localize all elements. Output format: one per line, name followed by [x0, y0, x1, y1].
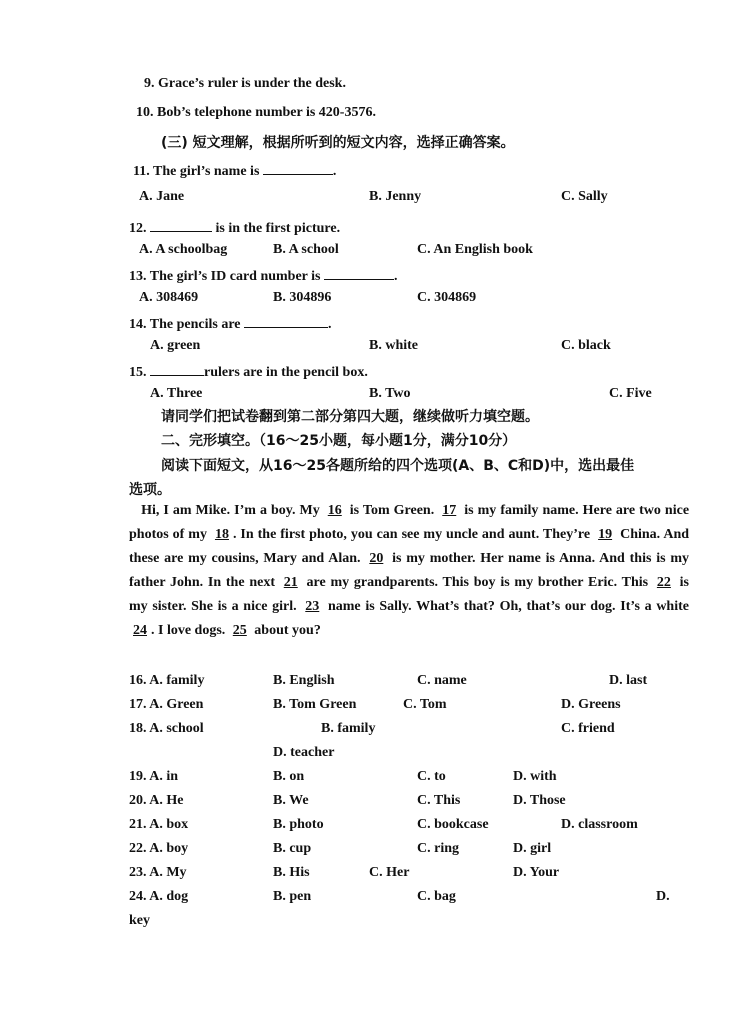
- answer-blank: [244, 313, 328, 328]
- blank-21: 21: [283, 575, 298, 590]
- blank-23: 23: [305, 599, 320, 614]
- blank-19: 19: [598, 527, 613, 542]
- q17-option-a: 17. A. Green: [129, 697, 204, 712]
- blank-22: 22: [656, 575, 671, 590]
- q16-option-b: B. English: [273, 673, 335, 688]
- q22-option-b: B. cup: [273, 841, 312, 856]
- statement-10: 10. Bob’s telephone number is 420-3576.: [136, 105, 376, 120]
- question-15-text: 15.: [129, 365, 147, 380]
- q12-option-a: A. A schoolbag: [139, 242, 228, 257]
- blank-25: 25: [232, 623, 247, 638]
- q24-option-c: C. bag: [417, 889, 456, 904]
- question-11: [133, 160, 336, 181]
- q12-option-b: B. A school: [273, 242, 339, 257]
- question-12-suffix: is in the first picture.: [212, 221, 341, 236]
- question-14: [129, 313, 332, 334]
- q13-option-a: A. 308469: [139, 290, 199, 305]
- blank-24: 24: [133, 623, 147, 638]
- answer-blank: [150, 217, 212, 232]
- q11-option-a: A. Jane: [139, 189, 185, 204]
- q13-option-b: B. 304896: [273, 290, 332, 305]
- q24-option-a: 24. A. dog: [129, 889, 189, 904]
- q19-option-a: 19. A. in: [129, 769, 179, 784]
- question-14-suffix: .: [328, 317, 332, 332]
- q17-option-d: D. Greens: [561, 697, 621, 712]
- statement-9: 9. Grace’s ruler is under the desk.: [144, 76, 346, 91]
- q24-option-b: B. pen: [273, 889, 312, 904]
- q20-option-c: C. This: [417, 793, 461, 808]
- cloze-header: 二、完形填空。（16～25小题，每小题1分，满分10分）: [161, 433, 517, 449]
- q19-option-c: C. to: [417, 769, 446, 784]
- cloze-instruction-cont: 选项。: [129, 482, 171, 498]
- q20-option-d: D. Those: [513, 793, 566, 808]
- cloze-passage: [129, 499, 689, 643]
- q18-option-c: C. friend: [561, 721, 615, 736]
- question-13-suffix: .: [393, 269, 398, 284]
- question-12: [129, 217, 340, 238]
- q13-option-c: C. 304869: [417, 290, 477, 305]
- q24-option-d-text: key: [129, 913, 150, 928]
- question-11-suffix: .: [332, 164, 337, 179]
- q15-option-a: A. Three: [150, 386, 203, 401]
- q21-option-c: C. bookcase: [417, 817, 489, 832]
- q20-option-a: 20. A. He: [129, 793, 184, 808]
- question-15: [129, 361, 368, 382]
- q18-option-a: 18. A. school: [129, 721, 204, 736]
- q18-option-d: D. teacher: [273, 745, 335, 760]
- q22-option-c: C. ring: [417, 841, 459, 856]
- q16-option-d: D. last: [609, 673, 648, 688]
- question-12-text: 12.: [129, 221, 147, 236]
- blank-20: 20: [369, 551, 384, 566]
- q20-option-b: B. We: [273, 793, 309, 808]
- blank-16: 16: [327, 503, 342, 518]
- q23-option-d: D. Your: [513, 865, 560, 880]
- q14-option-a: A. green: [150, 338, 201, 353]
- q18-option-b: B. family: [321, 721, 376, 736]
- question-11-text: 11. The girl’s name is: [133, 164, 260, 179]
- q21-option-b: B. photo: [273, 817, 324, 832]
- q17-option-b: B. Tom Green: [273, 697, 357, 712]
- q21-option-a: 21. A. box: [129, 817, 189, 832]
- answer-blank: [150, 361, 204, 376]
- blank-18: 18: [214, 527, 229, 542]
- q11-option-c: C. Sally: [561, 189, 608, 204]
- notice-text: 请同学们把试卷翻到第二部分第四大题，继续做听力填空题。: [161, 409, 539, 425]
- answer-blank: [263, 160, 333, 175]
- cloze-instruction: 阅读下面短文，从16～25各题所给的四个选项(A、B、C和D)中，选出最佳: [161, 458, 635, 474]
- q19-option-d: D. with: [513, 769, 557, 784]
- question-13-text: 13. The girl’s ID card number is: [129, 269, 321, 284]
- answer-blank: [324, 265, 394, 280]
- q17-option-c: C. Tom: [403, 697, 447, 712]
- q22-option-d: D. girl: [513, 841, 552, 856]
- passage-paragraph: Hi, I am Mike. I’m a boy. My 16 is Tom Green. 17 is my family name. Here are two nice photos of my 18 . In the first photo, you can see my uncle and aunt. They’re 19 China. And these are my cousins, Mary and Alan. 20 is my mother. Her name is Anna. And this is my father John. In the next 21 are my grandparents. This boy is my brother Eric. This 22 is my sister. She is a nice girl. 23 name is Sally. What’s that? Oh, that’s our dog. It’s a white 24 . I love dogs. 25 about you?: [129, 503, 690, 638]
- question-15-suffix: rulers are in the pencil box.: [204, 365, 368, 380]
- q23-option-b: B. His: [273, 865, 310, 880]
- q14-option-b: B. white: [369, 338, 418, 353]
- q14-option-c: C. black: [561, 338, 611, 353]
- q24-option-d: D.: [656, 889, 670, 904]
- question-14-text: 14. The pencils are: [129, 317, 241, 332]
- question-13: [129, 265, 397, 286]
- blank-17: 17: [442, 503, 457, 518]
- q23-option-a: 23. A. My: [129, 865, 187, 880]
- q16-option-c: C. name: [417, 673, 467, 688]
- q22-option-a: 22. A. boy: [129, 841, 189, 856]
- q21-option-d: D. classroom: [561, 817, 638, 832]
- section-3-header: (三) 短文理解，根据所听到的短文内容，选择正确答案。: [161, 135, 515, 151]
- q11-option-b: B. Jenny: [369, 189, 422, 204]
- q15-option-b: B. Two: [369, 386, 411, 401]
- q16-option-a: 16. A. family: [129, 673, 205, 688]
- q23-option-c: C. Her: [369, 865, 410, 880]
- q12-option-c: C. An English book: [417, 242, 533, 257]
- q19-option-b: B. on: [273, 769, 305, 784]
- q15-option-c: C. Five: [609, 386, 652, 401]
